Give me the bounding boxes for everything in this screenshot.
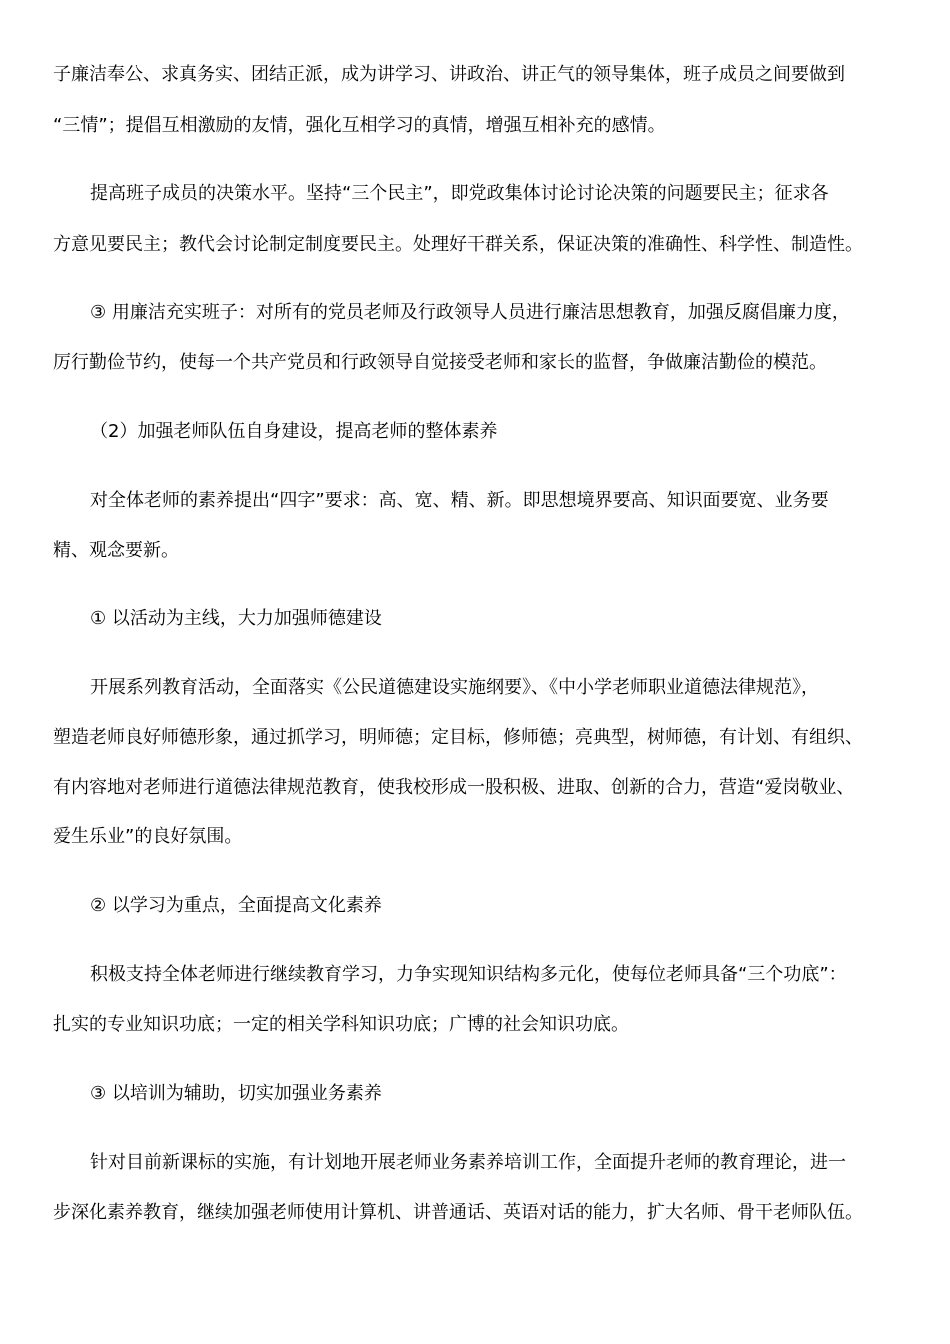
text-line: 厉行勤俭节约，使每一个共产党员和行政领导自觉接受老师和家长的监督，争做廉洁勤俭的模范。 (53, 352, 827, 373)
text-line: 爱生乐业”的良好氛围。 (53, 826, 243, 847)
text-line: 有内容地对老师进行道德法律规范教育，使我校形成一股积极、进取、创新的合力，营造“爱岗敬业、 (53, 777, 855, 798)
text-line: 积极支持全体老师进行继续教育学习，力争实现知识结构多元化，使每位老师具备“三个功底”： (90, 964, 847, 985)
text-line: 精、观念要新。 (53, 540, 179, 561)
subsection-heading: ③ 以培训为辅助，切实加强业务素养 (90, 1083, 382, 1104)
text-line: 对全体老师的素养提出“四字”要求：高、宽、精、新。即思想境界要高、知识面要宽、业务要 (90, 490, 829, 511)
text-line: 提高班子成员的决策水平。坚持“三个民主”，即党政集体讨论讨论决策的问题要民主；征求各 (90, 183, 829, 204)
text-line: ③ 用廉洁充实班子：对所有的党员老师及行政领导人员进行廉洁思想教育，加强反腐倡廉力度， (90, 302, 850, 323)
subsection-heading: ② 以学习为重点，全面提高文化素养 (90, 895, 382, 916)
text-line: 步深化素养教育，继续加强老师使用计算机、讲普通话、英语对话的能力，扩大名师、骨干老师队伍。 (53, 1202, 863, 1223)
subsection-heading: ① 以活动为主线，大力加强师德建设 (90, 608, 382, 629)
text-line: 针对目前新课标的实施，有计划地开展老师业务素养培训工作，全面提升老师的教育理论，进一 (90, 1152, 846, 1173)
text-line: 方意见要民主；教代会讨论制定制度要民主。处理好干群关系，保证决策的准确性、科学性、制造性。 (53, 234, 863, 255)
text-line: 子廉洁奉公、求真务实、团结正派，成为讲学习、讲政治、讲正气的领导集体，班子成员之间要做到 (53, 64, 845, 85)
text-line: “三情”；提倡互相激励的友情，强化互相学习的真情，增强互相补充的感情。 (53, 115, 666, 136)
text-line: 塑造老师良好师德形象，通过抓学习，明师德；定目标，修师德；亮典型，树师德，有计划、有组织、 (53, 727, 863, 748)
text-line: 扎实的专业知识功底；一定的相关学科知识功底；广博的社会知识功底。 (53, 1014, 629, 1035)
section-heading: （2）加强老师队伍自身建设，提高老师的整体素养 (90, 421, 498, 442)
text-line: 开展系列教育活动，全面落实《公民道德建设实施纲要》、《中小学老师职业道德法律规范》， (90, 677, 819, 698)
